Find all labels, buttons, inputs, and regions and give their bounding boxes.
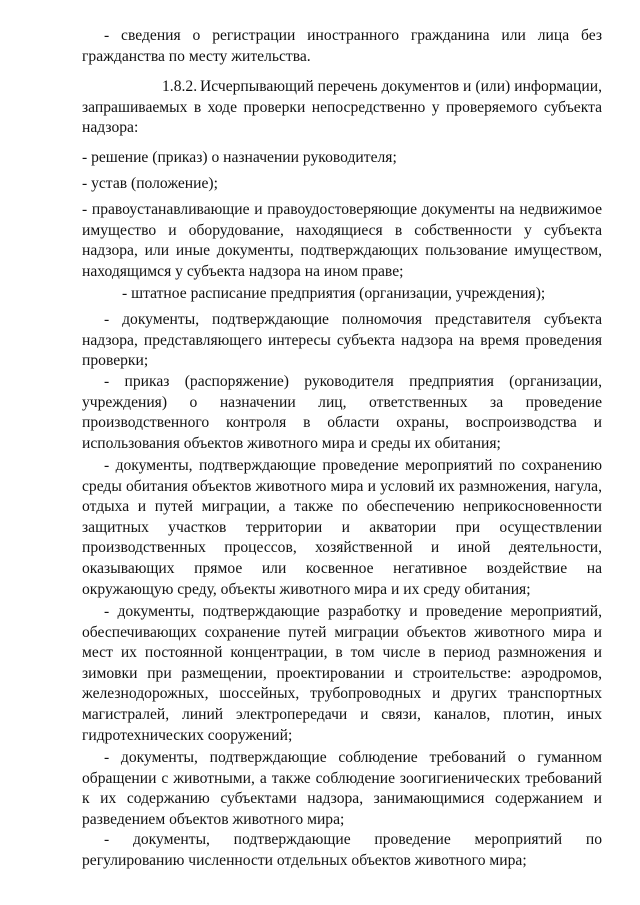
list-item: - решение (приказ) о назначении руководителя; <box>82 149 397 166</box>
list-item: - документы, подтверждающие полномочия представителя субъекта надзора, представляющего интересы субъекта надзора на время проведения проверки; <box>82 311 602 370</box>
list-item: - штатное расписание предприятия (организации, учреждения); <box>122 285 546 302</box>
section-number: 1.8.2. <box>162 78 198 95</box>
list-item: - устав (положение); <box>82 175 218 192</box>
paragraph-foreign-registration: - сведения о регистрации иностранного гражданина или лица без гражданства по месту жительства. <box>82 27 602 65</box>
section-heading-text: Исчерпывающий перечень документов и (или) информации, запрашиваемых в ходе проверки непосредственно у проверяемого субъекта надзора: <box>82 78 602 137</box>
list-item: - документы, подтверждающие соблюдение требований о гуманном обращении с животными, а также соблюдение зоогигиенических требований к их содержанию субъектами надзора, занимающимися содержанием и разведением объектов животного мира; <box>82 749 602 828</box>
list-item: - правоустанавливающие и правоудостоверяющие документы на недвижимое имущество и оборудование, находящиеся в собственности у субъекта надзора, или иные документы, подтверждающих пользование имуществом, находящимся у субъекта надзора на ином праве; <box>82 201 602 280</box>
list-item: - документы, подтверждающие проведение мероприятий по сохранению среды обитания объектов животного мира и условий их размножения, нагула, отдыха и путей миграции, а также по обеспечению неприкосновенности защитных участков территории и акватории при осуществлении производственных процессов, хозяйственной и иной деятельности, оказывающих прямое или косвенное негативное воздействие на окружающую среду, объекты животного мира и их среду обитания; <box>82 457 602 598</box>
list-item: - документы, подтверждающие разработку и проведение мероприятий, обеспечивающих сохранение путей миграции объектов животного мира и мест их постоянной концентрации, в том числе в период размножения и зимовки при размещении, проектировании и строительстве: аэродромов, железнодорожных, шоссейных, трубопроводных и других транспортных магистралей, линий электропередачи и связи, каналов, плотин, иных гидротехнических сооружений; <box>82 603 602 744</box>
section-heading <box>82 77 602 139</box>
list-item: - приказ (распоряжение) руководителя предприятия (организации, учреждения) о назначении лиц, ответственных за проведение производственного контроля в области охраны, воспроизводства и использования объектов животного мира и среды их обитания; <box>82 373 602 452</box>
list-item: - документы, подтверждающие проведение мероприятий по регулированию численности отдельных объектов животного мира; <box>82 831 602 869</box>
